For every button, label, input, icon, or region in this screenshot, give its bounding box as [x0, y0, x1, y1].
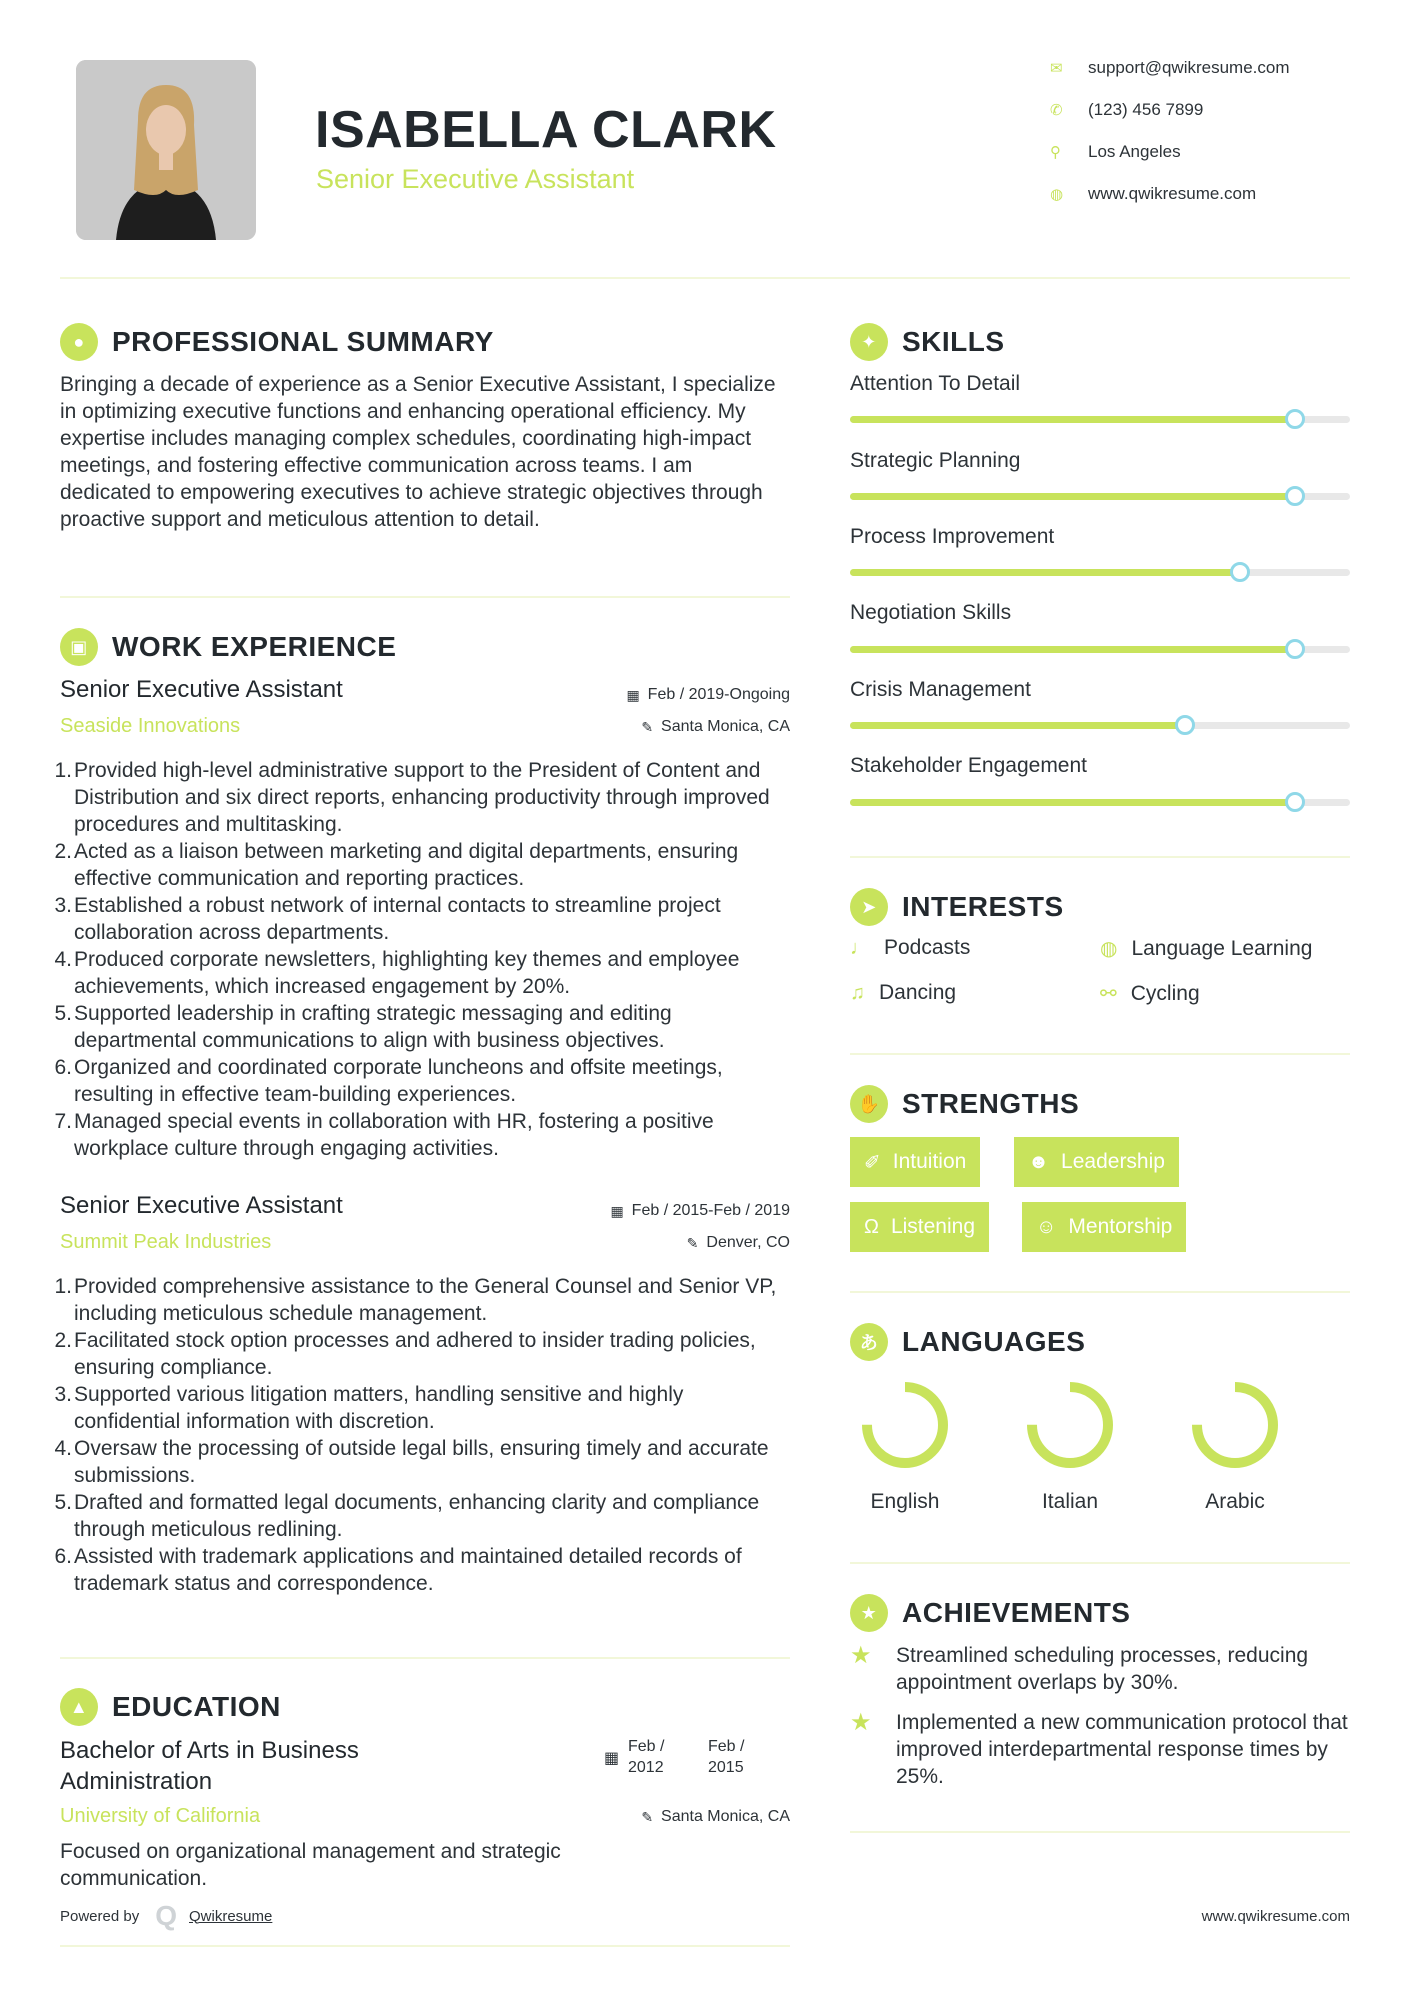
- lightbulb-icon: ✦: [850, 323, 888, 361]
- strength-intuition: ✐ Intuition: [850, 1137, 980, 1187]
- profile-photo: [76, 60, 256, 240]
- calendar-icon: ▦: [626, 686, 640, 703]
- experience-divider: [60, 1657, 790, 1659]
- candidate-name: ISABELLA CLARK: [315, 101, 777, 159]
- contact-email[interactable]: [1050, 58, 1350, 78]
- list-item: 7. Managed special events in collaboration with HR, fostering a positive workplace culture through engaging activities.: [54, 1110, 714, 1160]
- header-divider: [60, 277, 1350, 279]
- job-1-title: Senior Executive Assistant: [60, 676, 343, 703]
- skill-fill: [850, 799, 1295, 806]
- bicycle-icon: ⚯: [1100, 983, 1117, 1005]
- skill-track: [850, 646, 1350, 653]
- skill-track: [850, 722, 1350, 729]
- languages-divider: [850, 1562, 1350, 1564]
- star-icon: ★: [850, 1642, 872, 1669]
- contact-website[interactable]: [1050, 184, 1350, 204]
- summary-heading: ● PROFESSIONAL SUMMARY: [60, 323, 494, 361]
- skill-slider-knob[interactable]: [1285, 792, 1305, 812]
- user-icon: ●: [60, 323, 98, 361]
- skill-slider-knob[interactable]: [1285, 486, 1305, 506]
- envelope-icon: ✉: [1050, 60, 1063, 77]
- user-plus-icon: ☺: [1036, 1215, 1057, 1238]
- job-2-location: ✎ Denver, CO: [686, 1234, 790, 1251]
- contact-location-text: Los Angeles: [1088, 142, 1181, 161]
- education-description: Focused on organizational management and strategic communication.: [60, 1840, 561, 1890]
- job-2-dates: ▦ Feb / 2015-Feb / 2019: [610, 1202, 790, 1219]
- strengths-heading: ✋ STRENGTHS: [850, 1085, 1079, 1123]
- skill-track: [850, 416, 1350, 423]
- list-item: 2. Acted as a liaison between marketing and digital departments, ensuring effective communication and reporting practices.: [54, 840, 739, 890]
- interest-language-learning: ◍ Language Learning: [1100, 936, 1313, 960]
- paper-plane-icon: ➤: [850, 888, 888, 926]
- footer-divider: [60, 1945, 790, 1947]
- language-ring-italian: [1020, 1375, 1120, 1475]
- skill-fill: [850, 416, 1295, 423]
- interests-heading: ➤ INTERESTS: [850, 888, 1064, 926]
- education-degree: Bachelor of Arts in Business Administration: [60, 1737, 359, 1795]
- education-heading: ▲ EDUCATION: [60, 1688, 281, 1726]
- list-item: 5. Drafted and formatted legal documents, enhancing clarity and compliance through meticulous redlining.: [54, 1491, 760, 1541]
- achievement-item: ★ Streamlined scheduling processes, reducing appointment overlaps by 30%.: [850, 1642, 1309, 1694]
- candidate-title: Senior Executive Assistant: [316, 164, 635, 194]
- portrait-illustration: [76, 60, 256, 240]
- footer-website[interactable]: www.qwikresume.com: [1201, 1908, 1350, 1925]
- contact-location: [1050, 142, 1350, 162]
- list-item: 1. Provided high-level administrative support to the President of Content and Distribution and six direct reports, enhancing productivity through improved procedures and multitasking.: [54, 759, 770, 836]
- users-icon: ☻: [1028, 1150, 1050, 1173]
- pushpin-icon: ✎: [641, 1808, 654, 1825]
- list-item: 4. Produced corporate newsletters, highlighting key themes and employee achievements, which increased engagement by 20%.: [54, 948, 740, 998]
- education-location: ✎ Santa Monica, CA: [641, 1808, 790, 1825]
- skill-slider-knob[interactable]: [1230, 562, 1250, 582]
- achievements-heading: ★ ACHIEVEMENTS: [850, 1594, 1130, 1632]
- achievement-item: ★ Implemented a new communication protocol that improved interdepartmental response times by 25%.: [850, 1709, 1348, 1788]
- globe-icon: ◍: [1050, 186, 1064, 203]
- strengths-divider: [850, 1291, 1350, 1293]
- language-english: English: [870, 1490, 940, 1513]
- job-1-location: ✎ Santa Monica, CA: [641, 718, 790, 735]
- languages-heading: あ LANGUAGES: [850, 1323, 1085, 1361]
- location-pin-icon: ⚲: [1050, 144, 1061, 161]
- job-2-company: Summit Peak Industries: [60, 1231, 272, 1253]
- list-item: 6. Organized and coordinated corporate luncheons and offsite meetings, resulting in effective team-building experiences.: [54, 1056, 723, 1106]
- strength-mentorship: ☺ Mentorship: [1022, 1202, 1186, 1252]
- graduation-icon: ▲: [60, 1688, 98, 1726]
- language-italian: Italian: [1041, 1490, 1099, 1513]
- language-ring-arabic: [1185, 1375, 1285, 1475]
- language-ring-english: [855, 1375, 955, 1475]
- education-school: University of California: [60, 1805, 261, 1827]
- list-item: 5. Supported leadership in crafting strategic messaging and editing departmental communications to align with business objectives.: [54, 1002, 672, 1052]
- interest-cycling: ⚯ Cycling: [1100, 981, 1200, 1005]
- job-1-bullets: [52, 757, 792, 1162]
- skill-fill: [850, 646, 1295, 653]
- qwikresume-link[interactable]: Qwikresume: [189, 1907, 273, 1925]
- footer-powered: [60, 1900, 272, 1932]
- skill-track: [850, 799, 1350, 806]
- summary-text: Bringing a decade of experience as a Senior Executive Assistant, I specialize in optimizing executive functions and enhancing operational efficiency. My expertise includes managing complex schedules, coordinating high-impact meetings, and fostering effective communication across teams. I am dedicated to empowering executives to achieve strategic objectives through proactive support and meticulous attention to detail.: [60, 373, 776, 531]
- headphones-icon: Ω: [864, 1215, 879, 1238]
- list-item: 3. Supported various litigation matters, handling sensitive and highly confidential information with discretion.: [54, 1383, 684, 1433]
- interests-divider: [850, 1053, 1350, 1055]
- microphone-icon: ♩: [850, 936, 870, 959]
- calendar-icon: ▦: [610, 1202, 624, 1219]
- job-1-company: Seaside Innovations: [60, 715, 241, 737]
- skills-divider: [850, 856, 1350, 858]
- achievements-divider: [850, 1831, 1350, 1833]
- strength-listening: Ω Listening: [850, 1202, 989, 1252]
- pushpin-icon: ✎: [686, 1234, 699, 1251]
- list-item: 3. Established a robust network of internal contacts to streamline project collaboration across departments.: [54, 894, 721, 944]
- translate-icon: あ: [850, 1323, 888, 1361]
- calendar-icon: ▦: [604, 1750, 620, 1767]
- contact-phone[interactable]: [1050, 100, 1350, 120]
- skill-name: Negotiation Skills: [850, 601, 1012, 624]
- strength-leadership: ☻ Leadership: [1014, 1137, 1179, 1187]
- skill-fill: [850, 493, 1295, 500]
- skills-heading: ✦ SKILLS: [850, 323, 1005, 361]
- language-arabic: Arabic: [1205, 1490, 1265, 1513]
- list-item: 6. Assisted with trademark applications and maintained detailed records of trademark status and correspondence.: [54, 1545, 742, 1595]
- interest-podcasts: ♩ Podcasts: [850, 936, 971, 959]
- briefcase-icon: ▣: [60, 628, 98, 666]
- contact-email-text: support@qwikresume.com: [1088, 58, 1290, 77]
- hand-icon: ✋: [850, 1085, 888, 1123]
- music-note-icon: ♫: [850, 981, 865, 1004]
- trophy-icon: ★: [850, 1594, 888, 1632]
- skill-name: Process Improvement: [850, 525, 1055, 548]
- contact-phone-text: (123) 456 7899: [1088, 100, 1204, 119]
- list-item: 2. Facilitated stock option processes and adhered to insider trading policies, ensuring compliance.: [54, 1329, 756, 1379]
- qwikresume-logo-icon: Q: [155, 1900, 177, 1931]
- summary-divider: [60, 596, 790, 598]
- skill-fill: [850, 569, 1240, 576]
- contact-website-text: www.qwikresume.com: [1088, 184, 1257, 203]
- magic-wand-icon: ✐: [864, 1151, 881, 1174]
- pushpin-icon: ✎: [641, 718, 654, 735]
- interest-dancing: ♫ Dancing: [850, 981, 957, 1004]
- skill-slider-knob[interactable]: [1175, 715, 1195, 735]
- list-item: 1. Provided comprehensive assistance to the General Counsel and Senior VP, including meticulous schedule management.: [54, 1275, 777, 1325]
- job-1-dates: ▦ Feb / 2019-Ongoing: [626, 686, 790, 703]
- star-icon: ★: [850, 1709, 872, 1736]
- job-2-title: Senior Executive Assistant: [60, 1192, 343, 1219]
- skill-name: Crisis Management: [850, 678, 1031, 701]
- education-end: Feb / 2015: [708, 1738, 745, 1776]
- job-2-bullets: [52, 1273, 792, 1597]
- powered-by-label: Powered by: [60, 1907, 140, 1925]
- experience-heading: ▣ WORK EXPERIENCE: [60, 628, 396, 666]
- skill-slider-knob[interactable]: [1285, 409, 1305, 429]
- skill-fill: [850, 722, 1185, 729]
- skill-track: [850, 493, 1350, 500]
- education-start: Feb / 2012: [628, 1738, 665, 1776]
- list-item: 4. Oversaw the processing of outside legal bills, ensuring timely and accurate submissions.: [54, 1437, 769, 1487]
- globe-icon: ◍: [1100, 938, 1118, 960]
- skill-track: [850, 569, 1350, 576]
- skill-name: Strategic Planning: [850, 449, 1021, 472]
- phone-icon: ✆: [1050, 102, 1063, 119]
- skill-name: Stakeholder Engagement: [850, 754, 1087, 777]
- skill-slider-knob[interactable]: [1285, 639, 1305, 659]
- skill-name: Attention To Detail: [850, 372, 1021, 395]
